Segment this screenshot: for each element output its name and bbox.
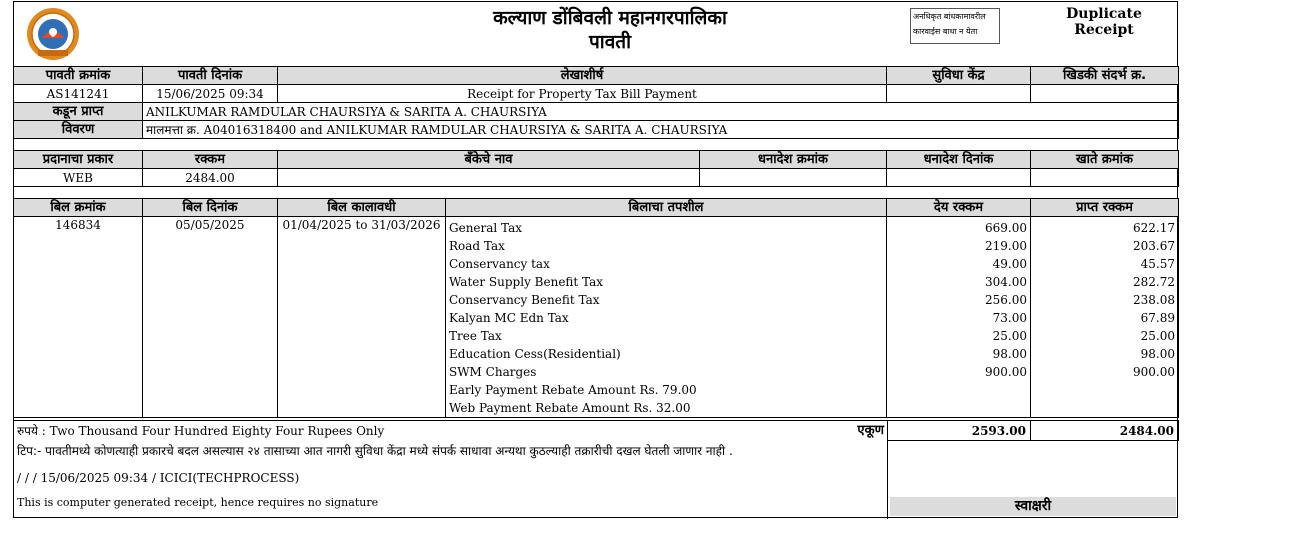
stamp-line-1: अनधिकृत बांधकामावरील [913, 12, 986, 21]
bill-period-header: बिल कालावधी [278, 199, 446, 217]
receipt-info-table [13, 66, 1179, 139]
list-item: 622.17 [1133, 221, 1175, 235]
duplicate-receipt-label: Duplicate Receipt [1066, 6, 1142, 38]
svg-text:6: 6 [50, 31, 56, 39]
amount-received-header: प्राप्त रक्कम [1031, 199, 1179, 217]
list-item: 203.67 [1133, 239, 1175, 253]
signature-label: स्वाक्षरी [890, 497, 1176, 516]
account-no-value [1031, 169, 1179, 187]
details-value: मालमत्ता क्र. A04016318400 and ANILKUMAR RAMDULAR CHAURSIYA & SARITA A. CHAURSIYA [143, 121, 1179, 139]
list-item: Conservancy tax [449, 257, 550, 271]
footer-note: टिप:- पावतीमध्ये कोणत्याही प्रकारचे बदल असल्यास २४ तासाच्या आत नागरी सुविधा केंद्रा मध्ये संपर्क साधावा अन्यथा कुठल्याही तक्रारीची दखल घेतली जाणार नाही . [17, 444, 733, 458]
list-item: 256.00 [985, 293, 1027, 307]
list-item: 669.00 [985, 221, 1027, 235]
list-item: SWM Charges [449, 365, 537, 379]
page-subtitle: पावती [588, 31, 632, 53]
list-item: Water Supply Benefit Tax [449, 275, 604, 289]
footer-divider [14, 420, 887, 421]
cheque-no-value [700, 169, 887, 187]
bank-name-value [278, 169, 700, 187]
account-no-header: खाते क्रमांक [1031, 151, 1179, 169]
bill-date-header: बिल दिनांक [143, 199, 278, 217]
list-item: General Tax [449, 221, 523, 235]
list-item: 73.00 [992, 311, 1027, 325]
transaction-info: / / / 15/06/2025 09:34 / ICICI(TECHPROCESS) [17, 471, 300, 485]
receipt-date-header: पावती दिनांक [143, 67, 278, 85]
list-item: 49.00 [992, 257, 1027, 271]
amount-due-cell [887, 217, 1031, 418]
list-item: 25.00 [1140, 329, 1175, 343]
details-label: विवरण [14, 121, 143, 139]
rebate-early-payment: Early Payment Rebate Amount Rs. 79.00 [449, 383, 697, 397]
amount-in-words: रुपये : Two Thousand Four Hundred Eighty Four Rupees Only [17, 424, 385, 438]
payment-mode-header: प्रदानाचा प्रकार [14, 151, 143, 169]
list-item: Tree Tax [449, 329, 502, 343]
facility-center-header: सुविधा केंद्र [887, 67, 1031, 85]
account-head-value: Receipt for Property Tax Bill Payment [278, 85, 887, 103]
window-ref-value [1031, 85, 1179, 103]
amount-received-cell [1031, 217, 1179, 418]
page-title: कल्याण डोंबिवली महानगरपालिका [493, 7, 727, 29]
payment-amount-value: 2484.00 [143, 169, 278, 187]
list-item: Road Tax [449, 239, 505, 253]
bank-name-header: बँकेचे नाव [278, 151, 700, 169]
list-item: 900.00 [985, 365, 1027, 379]
list-item: 219.00 [985, 239, 1027, 253]
payment-amount-header: रक्कम [143, 151, 278, 169]
receipt-no-value: AS141241 [14, 85, 143, 103]
stamp-box [910, 8, 1000, 44]
window-ref-header: खिडकी संदर्भ क्र. [1031, 67, 1179, 85]
total-label: एकूण [857, 423, 884, 438]
receipt-date-value: 15/06/2025 09:34 [143, 85, 278, 103]
stamp-line-2: कारवाईस बाधा न येता [913, 27, 978, 36]
bill-no-value: 146834 [14, 217, 143, 418]
payment-mode-value: WEB [14, 169, 143, 187]
bill-details-cell [446, 217, 887, 418]
list-item: 67.89 [1140, 311, 1175, 325]
received-from-value: ANILKUMAR RAMDULAR CHAURSIYA & SARITA A. CHAURSIYA [143, 103, 1179, 121]
list-item: Education Cess(Residential) [449, 347, 621, 361]
bill-period-value: 01/04/2025 to 31/03/2026 [278, 217, 446, 418]
kdmc-logo-icon [24, 6, 82, 62]
received-from-label: कडून प्राप्त [14, 103, 143, 121]
payment-table [13, 150, 1179, 187]
bill-table [13, 198, 1179, 418]
list-item: 25.00 [992, 329, 1027, 343]
bill-no-header: बिल क्रमांक [14, 199, 143, 217]
account-head-header: लेखाशीर्ष [278, 67, 887, 85]
cheque-date-header: धनादेश दिनांक [887, 151, 1031, 169]
bill-date-value: 05/05/2025 [143, 217, 278, 418]
receipt-no-header: पावती क्रमांक [14, 67, 143, 85]
list-item: 900.00 [1133, 365, 1175, 379]
list-item: Conservancy Benefit Tax [449, 293, 600, 307]
list-item: 304.00 [985, 275, 1027, 289]
list-item: 282.72 [1133, 275, 1175, 289]
list-item: 98.00 [1140, 347, 1175, 361]
facility-center-value [887, 85, 1031, 103]
rebate-web-payment: Web Payment Rebate Amount Rs. 32.00 [449, 401, 691, 415]
computer-generated-note: This is computer generated receipt, hence requires no signature [17, 496, 379, 509]
list-item: Kalyan MC Edn Tax [449, 311, 569, 325]
cheque-date-value [887, 169, 1031, 187]
list-item: 98.00 [992, 347, 1027, 361]
bill-details-header: बिलाचा तपशील [446, 199, 887, 217]
list-item: 238.08 [1133, 293, 1175, 307]
cheque-no-header: धनादेश क्रमांक [700, 151, 887, 169]
list-item: 45.57 [1140, 257, 1175, 271]
total-received-value: 2484.00 [1119, 424, 1174, 438]
total-due-value: 2593.00 [971, 424, 1026, 438]
receipt [13, 1, 1178, 518]
amount-due-header: देय रक्कम [887, 199, 1031, 217]
signature-divider [887, 440, 888, 519]
